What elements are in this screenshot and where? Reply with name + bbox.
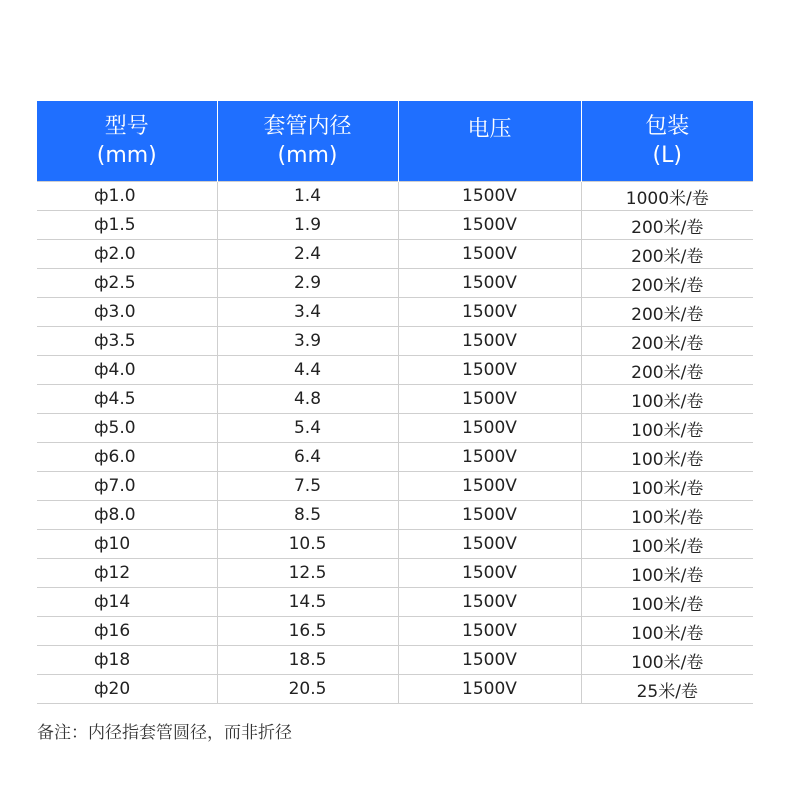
packaging-cell: 200米/卷 — [581, 269, 753, 298]
voltage-cell: 1500V — [398, 298, 581, 327]
table-row — [37, 182, 753, 211]
inner-diameter-cell: 14.5 — [217, 588, 398, 617]
voltage-cell: 1500V — [398, 269, 581, 298]
table-row — [37, 240, 753, 269]
inner-diameter-cell: 6.4 — [217, 443, 398, 472]
model-cell: ф8.0 — [37, 501, 217, 530]
packaging-cell: 100米/卷 — [581, 472, 753, 501]
voltage-cell: 1500V — [398, 617, 581, 646]
table-body — [37, 182, 753, 704]
table-row — [37, 443, 753, 472]
table-row — [37, 327, 753, 356]
model-cell: ф10 — [37, 530, 217, 559]
voltage-cell: 1500V — [398, 385, 581, 414]
table-row — [37, 414, 753, 443]
voltage-cell: 1500V — [398, 327, 581, 356]
header-packaging-label: 包装 — [645, 114, 690, 139]
inner-diameter-cell: 1.4 — [217, 182, 398, 211]
packaging-cell: 100米/卷 — [581, 559, 753, 588]
inner-diameter-cell: 16.5 — [217, 617, 398, 646]
inner-diameter-cell: 20.5 — [217, 675, 398, 704]
header-model-label: 型号 — [104, 114, 149, 139]
voltage-cell: 1500V — [398, 443, 581, 472]
voltage-cell: 1500V — [398, 501, 581, 530]
voltage-cell: 1500V — [398, 182, 581, 211]
table-row — [37, 472, 753, 501]
inner-diameter-cell: 2.9 — [217, 269, 398, 298]
packaging-cell: 100米/卷 — [581, 530, 753, 559]
model-cell: ф3.0 — [37, 298, 217, 327]
packaging-cell: 25米/卷 — [581, 675, 753, 704]
header-inner-diameter-label: 套管内径 — [263, 114, 352, 139]
model-cell: ф1.5 — [37, 211, 217, 240]
packaging-cell: 100米/卷 — [581, 588, 753, 617]
inner-diameter-cell: 4.8 — [217, 385, 398, 414]
inner-diameter-cell: 2.4 — [217, 240, 398, 269]
header-packaging — [581, 101, 753, 182]
packaging-cell: 100米/卷 — [581, 501, 753, 530]
inner-diameter-cell: 12.5 — [217, 559, 398, 588]
header-voltage — [398, 101, 581, 182]
table-row — [37, 211, 753, 240]
voltage-cell: 1500V — [398, 240, 581, 269]
packaging-cell: 100米/卷 — [581, 414, 753, 443]
table-row — [37, 646, 753, 675]
packaging-cell: 200米/卷 — [581, 211, 753, 240]
packaging-cell: 100米/卷 — [581, 443, 753, 472]
header-row — [37, 101, 753, 182]
model-cell: ф7.0 — [37, 472, 217, 501]
model-cell: ф20 — [37, 675, 217, 704]
voltage-cell: 1500V — [398, 588, 581, 617]
header-model-unit: (mm) — [96, 143, 157, 168]
voltage-cell: 1500V — [398, 472, 581, 501]
table-row — [37, 588, 753, 617]
packaging-cell: 200米/卷 — [581, 298, 753, 327]
inner-diameter-cell: 5.4 — [217, 414, 398, 443]
voltage-cell: 1500V — [398, 356, 581, 385]
table-row — [37, 356, 753, 385]
inner-diameter-cell: 3.4 — [217, 298, 398, 327]
model-cell: ф6.0 — [37, 443, 217, 472]
model-cell: ф12 — [37, 559, 217, 588]
model-cell: ф5.0 — [37, 414, 217, 443]
packaging-cell: 100米/卷 — [581, 646, 753, 675]
header-model — [37, 101, 217, 182]
header-inner-diameter — [217, 101, 398, 182]
inner-diameter-cell: 3.9 — [217, 327, 398, 356]
packaging-cell: 200米/卷 — [581, 240, 753, 269]
packaging-cell: 100米/卷 — [581, 385, 753, 414]
model-cell: ф3.5 — [37, 327, 217, 356]
inner-diameter-cell: 1.9 — [217, 211, 398, 240]
inner-diameter-cell: 4.4 — [217, 356, 398, 385]
model-cell: ф4.0 — [37, 356, 217, 385]
inner-diameter-cell: 7.5 — [217, 472, 398, 501]
table-row — [37, 501, 753, 530]
table-header — [37, 101, 753, 182]
voltage-cell: 1500V — [398, 675, 581, 704]
inner-diameter-cell: 18.5 — [217, 646, 398, 675]
model-cell: ф1.0 — [37, 182, 217, 211]
header-inner-diameter-unit: (mm) — [277, 143, 338, 168]
spec-table — [37, 101, 753, 704]
voltage-cell: 1500V — [398, 414, 581, 443]
model-cell: ф2.5 — [37, 269, 217, 298]
table-row — [37, 298, 753, 327]
table-row — [37, 559, 753, 588]
model-cell: ф14 — [37, 588, 217, 617]
header-voltage-label: 电压 — [467, 117, 512, 142]
table-row — [37, 675, 753, 704]
inner-diameter-cell: 10.5 — [217, 530, 398, 559]
packaging-cell: 200米/卷 — [581, 356, 753, 385]
model-cell: ф4.5 — [37, 385, 217, 414]
table-row — [37, 617, 753, 646]
model-cell: ф16 — [37, 617, 217, 646]
voltage-cell: 1500V — [398, 211, 581, 240]
voltage-cell: 1500V — [398, 559, 581, 588]
footnote: 备注：内径指套管圆径，而非折径 — [37, 723, 292, 743]
inner-diameter-cell: 8.5 — [217, 501, 398, 530]
voltage-cell: 1500V — [398, 530, 581, 559]
packaging-cell: 200米/卷 — [581, 327, 753, 356]
table-row — [37, 385, 753, 414]
model-cell: ф2.0 — [37, 240, 217, 269]
voltage-cell: 1500V — [398, 646, 581, 675]
header-packaging-unit: (L) — [652, 143, 682, 168]
table-row — [37, 530, 753, 559]
packaging-cell: 1000米/卷 — [581, 182, 753, 211]
model-cell: ф18 — [37, 646, 217, 675]
packaging-cell: 100米/卷 — [581, 617, 753, 646]
table-row — [37, 269, 753, 298]
